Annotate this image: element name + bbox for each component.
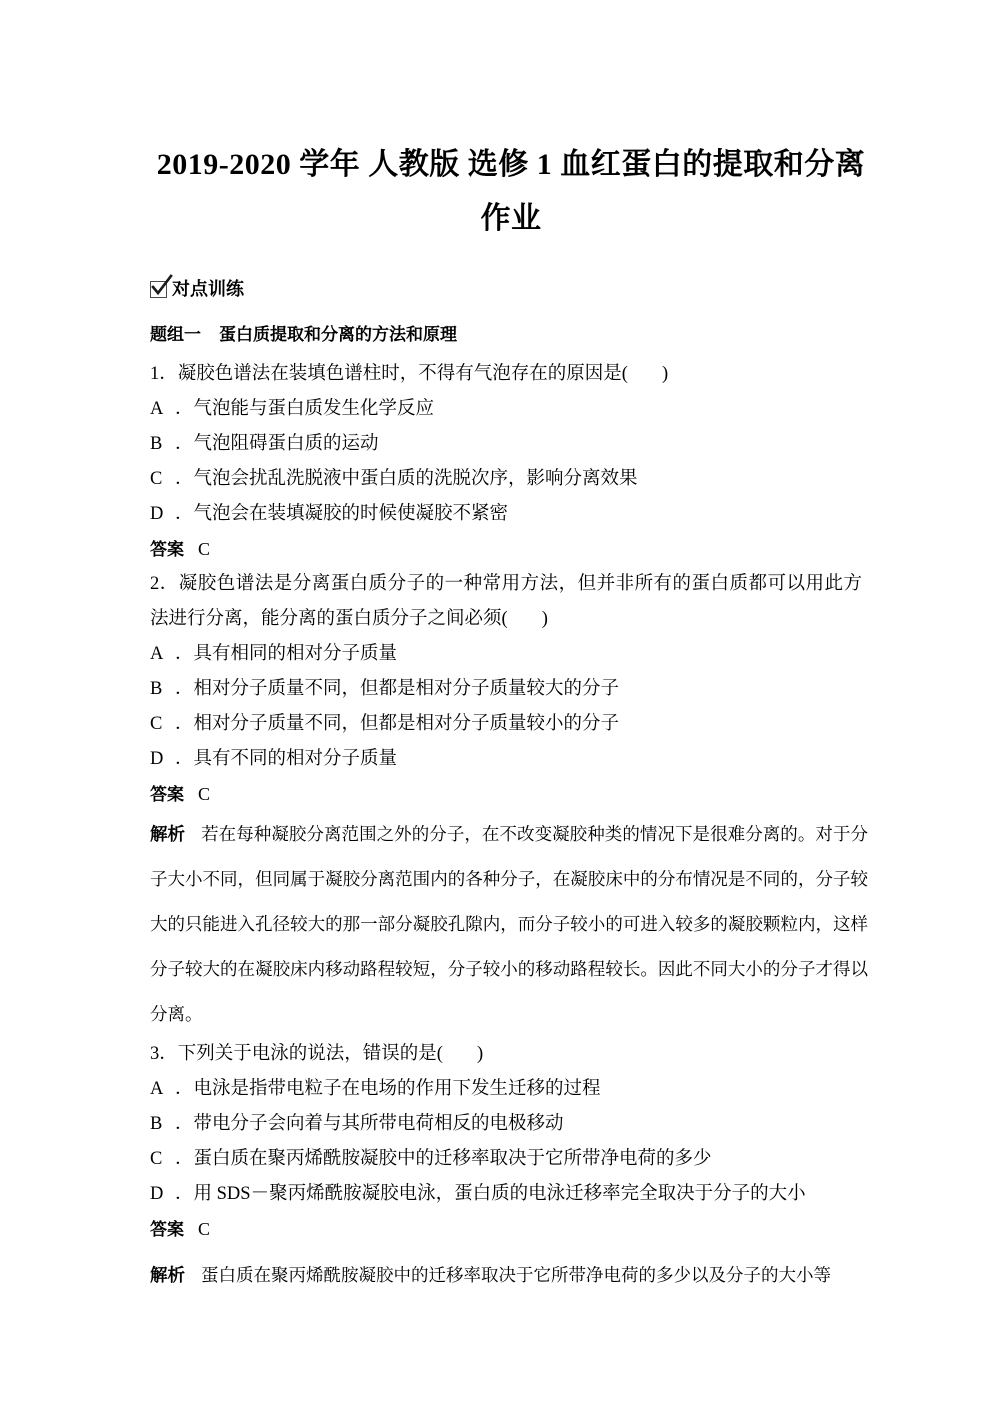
answer-row xyxy=(150,777,860,812)
option-marker: A xyxy=(150,1079,164,1099)
question-number: 3 xyxy=(150,1044,160,1064)
question-number: 2 xyxy=(150,574,160,594)
answer-row xyxy=(150,532,860,567)
option-text: 具有不同的相对分子质量 xyxy=(193,749,398,769)
option-text: 用 SDS－聚丙烯酰胺凝胶电泳，蛋白质的电泳迁移率完全取决于分子的大小 xyxy=(193,1184,806,1204)
option-marker: D xyxy=(150,749,164,769)
explanation-paragraph xyxy=(150,1253,868,1298)
option-marker: D xyxy=(150,504,164,524)
option-row: D ．用 SDS－聚丙烯酰胺凝胶电泳，蛋白质的电泳迁移率完全取决于分子的大小 xyxy=(150,1177,862,1212)
option-marker: B xyxy=(150,679,163,699)
option-row: D ．具有不同的相对分子质量 xyxy=(150,742,862,777)
option-marker: B xyxy=(150,434,163,454)
option-row: A ．电泳是指带电粒子在电场的作用下发生迁移的过程 xyxy=(150,1072,862,1107)
question-stem: 3．下列关于电泳的说法，错误的是( ) xyxy=(150,1044,484,1064)
answer-row xyxy=(150,1212,860,1247)
answer-blank-open: ( xyxy=(436,1044,443,1064)
option-marker: A xyxy=(150,644,164,664)
option-text: 相对分子质量不同，但都是相对分子质量较大的分子 xyxy=(193,679,620,699)
option-row: B ．相对分子质量不同，但都是相对分子质量较大的分子 xyxy=(150,672,862,707)
answer-blank-close: ) xyxy=(661,364,669,384)
option-text: 气泡能与蛋白质发生化学反应 xyxy=(193,399,435,419)
option-text: 蛋白质在聚丙烯酰胺凝胶中的迁移率取决于它所带净电荷的多少 xyxy=(193,1149,712,1169)
question-stem: 2．凝胶色谱法是分离蛋白质分子的一种常用方法，但并非所有的蛋白质都可以用此方法进行分离，能分离的蛋白质分子之间必须( ) xyxy=(150,574,862,629)
question-number: 1 xyxy=(150,364,160,384)
explanation-paragraph xyxy=(150,812,868,1037)
answer-label: 答案 xyxy=(150,540,184,559)
section-header xyxy=(150,276,860,302)
option-row: C ．相对分子质量不同，但都是相对分子质量较小的分子 xyxy=(150,707,862,742)
explanation-label: 解析 xyxy=(150,1265,185,1285)
option-row: D ．气泡会在装填凝胶的时候使凝胶不紧密 xyxy=(150,497,862,532)
explanation-text: 若在每种凝胶分离范围之外的分子，在不改变凝胶种类的情况下是很难分离的。对于分子大小不同，但同属于凝胶分离范围内的各种分子，在凝胶床中的分布情况是不同的，分子较大的只能进入孔径较大的那一部分凝胶孔隙内，而分子较小的可进入较多的凝胶颗粒内，这样分子较大的在凝胶床内移动路程较短，分子较小的移动路程较长。因此不同大小的分子才得以分离。 xyxy=(150,824,869,1024)
question-text: 凝胶色谱法在装填色谱柱时，不得有气泡存在的原因是 xyxy=(177,364,622,384)
option-marker: C xyxy=(150,714,163,734)
option-text: 带电分子会向着与其所带电荷相反的电极移动 xyxy=(193,1114,564,1134)
checkbox-checked-icon xyxy=(150,281,167,298)
option-row: C ．气泡会扰乱洗脱液中蛋白质的洗脱次序，影响分离效果 xyxy=(150,462,862,497)
option-row: A ．具有相同的相对分子质量 xyxy=(150,637,862,672)
option-marker: C xyxy=(150,1149,163,1169)
page-title: 2019-2020 学年 人教版 选修 1 血红蛋白的提取和分离 作业 xyxy=(156,148,866,235)
group-heading xyxy=(150,322,860,348)
option-text: 气泡阻碍蛋白质的运动 xyxy=(193,434,379,454)
option-row: A ．气泡能与蛋白质发生化学反应 xyxy=(150,392,862,427)
option-text: 气泡会扰乱洗脱液中蛋白质的洗脱次序，影响分离效果 xyxy=(193,469,638,489)
option-row: C ．蛋白质在聚丙烯酰胺凝胶中的迁移率取决于它所带净电荷的多少 xyxy=(150,1142,862,1177)
option-marker: C xyxy=(150,469,163,489)
answer-blank-open: ( xyxy=(621,364,628,384)
answer-label: 答案 xyxy=(150,1220,184,1239)
answer-value: C xyxy=(198,1219,211,1239)
answer-blank-close: ) xyxy=(476,1044,484,1064)
option-marker: D xyxy=(150,1184,164,1204)
option-text: 气泡会在装填凝胶的时候使凝胶不紧密 xyxy=(193,504,509,524)
group-title: 蛋白质提取和分离的方法和原理 xyxy=(219,325,457,344)
group-number: 题组一 xyxy=(150,325,201,344)
question-stem: 1．凝胶色谱法在装填色谱柱时，不得有气泡存在的原因是( ) xyxy=(150,364,669,384)
option-marker: A xyxy=(150,399,164,419)
section-header-label: 对点训练 xyxy=(172,279,244,299)
answer-value: C xyxy=(198,539,211,559)
question-text: 下列关于电泳的说法，错误的是 xyxy=(177,1044,437,1064)
option-text: 相对分子质量不同，但都是相对分子质量较小的分子 xyxy=(193,714,620,734)
option-row: B ．带电分子会向着与其所带电荷相反的电极移动 xyxy=(150,1107,862,1142)
option-marker: B xyxy=(150,1114,163,1134)
option-row: B ．气泡阻碍蛋白质的运动 xyxy=(150,427,862,462)
answer-value: C xyxy=(198,784,211,804)
answer-blank-close: ) xyxy=(541,609,548,629)
answer-label: 答案 xyxy=(150,785,184,804)
explanation-text: 蛋白质在聚丙烯酰胺凝胶中的迁移率取决于它所带净电荷的多少以及分子的大小等 xyxy=(201,1265,831,1285)
explanation-label: 解析 xyxy=(150,824,186,844)
answer-blank-open: ( xyxy=(501,609,508,629)
option-text: 具有相同的相对分子质量 xyxy=(193,644,398,664)
option-text: 电泳是指带电粒子在电场的作用下发生迁移的过程 xyxy=(193,1079,601,1099)
question-text: 凝胶色谱法是分离蛋白质分子的一种常用方法，但并非所有的蛋白质都可以用此方法进行分离，能分离的蛋白质分子之间必须 xyxy=(150,574,862,629)
